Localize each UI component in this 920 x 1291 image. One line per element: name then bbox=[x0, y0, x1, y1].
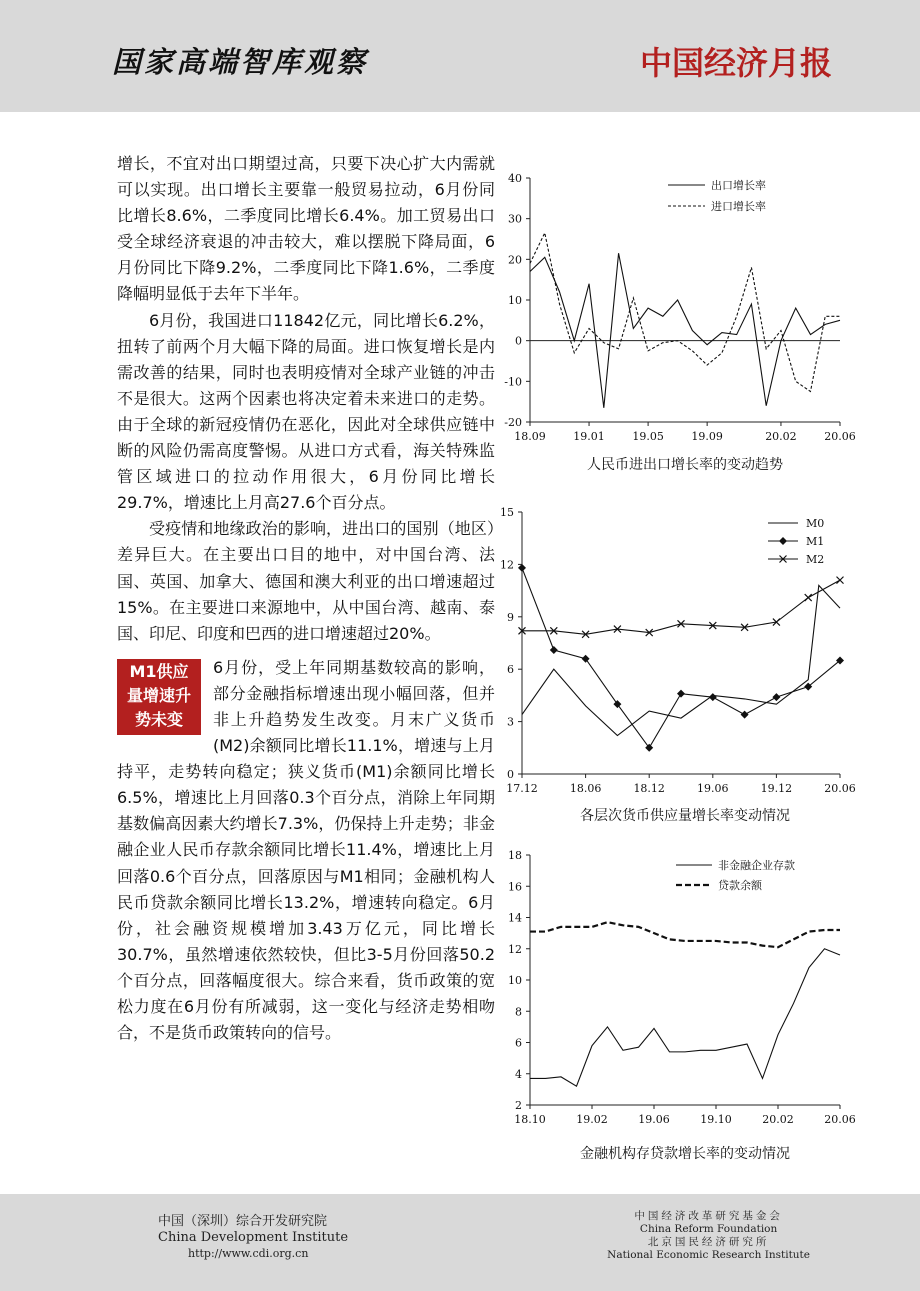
chart-money-svg bbox=[500, 500, 870, 805]
y-tick-label: 15 bbox=[500, 506, 514, 519]
page-header bbox=[0, 0, 920, 112]
x-tick-label: 19.10 bbox=[700, 1113, 732, 1126]
section-title-line-2: 量增速升 bbox=[126, 685, 191, 705]
series-line-m2 bbox=[522, 580, 840, 634]
x-tick-label: 19.12 bbox=[760, 782, 793, 795]
section-title-line-1: M1供应 bbox=[129, 661, 189, 681]
x-tick-label: 20.06 bbox=[824, 1113, 856, 1126]
legend-label: 出口增长率 bbox=[711, 179, 766, 192]
chart-money bbox=[500, 500, 870, 825]
m1-point bbox=[582, 655, 590, 663]
footer-cdi-cn: 中国（深圳）综合开发研究院 bbox=[158, 1214, 328, 1229]
footer-url[interactable]: http://www.cdi.org.cn bbox=[188, 1247, 309, 1260]
m2-point bbox=[805, 594, 812, 601]
section-title-line-3: 势未变 bbox=[134, 709, 183, 729]
article-body bbox=[117, 151, 495, 1046]
m1-point bbox=[613, 700, 621, 708]
x-tick-label: 19.05 bbox=[632, 430, 664, 443]
m1-point bbox=[518, 564, 526, 572]
y-tick-label: 6 bbox=[515, 1036, 522, 1050]
x-tick-label: 18.10 bbox=[514, 1113, 546, 1126]
chart-trade bbox=[500, 166, 870, 474]
x-tick-label: 19.01 bbox=[573, 430, 605, 443]
y-tick-label: 0 bbox=[515, 334, 522, 348]
x-tick-label: 18.12 bbox=[633, 782, 665, 795]
y-tick-label: 8 bbox=[515, 1005, 522, 1019]
y-tick-label: 6 bbox=[507, 663, 514, 677]
y-tick-label: -10 bbox=[504, 375, 522, 389]
y-tick-label: 30 bbox=[508, 212, 522, 226]
x-tick-label: 20.02 bbox=[762, 1113, 794, 1126]
chart-trade-caption: 人民币进出口增长率的变动趋势 bbox=[587, 457, 783, 473]
m1-point bbox=[741, 711, 749, 719]
report-title: 中国经济月报 bbox=[639, 44, 832, 82]
series-line-m1 bbox=[522, 568, 840, 748]
x-tick-label: 20.02 bbox=[765, 430, 797, 443]
paragraph-1: 增长，不宜对出口期望过高，只要下决心扩大内需就可以实现。出口增长主要靠一般贸易拉动，6月份同比增长8.6%，二季度同比增长6.4%。加工贸易出口受全球经济衰退的冲击较大，难以摆脱下降局面，6月份同比下降9.2%，二季度同比下降1.6%，二季度降幅明显低于去年下半年。 bbox=[117, 154, 495, 304]
y-tick-label: 10 bbox=[508, 294, 522, 307]
chart-trade-svg bbox=[500, 166, 870, 454]
chart-loans bbox=[500, 843, 870, 1163]
legend-label: 进口增长率 bbox=[711, 200, 766, 213]
section-title-badge bbox=[117, 659, 201, 735]
y-tick-label: 0 bbox=[507, 768, 514, 781]
legend-m0: M0 bbox=[806, 517, 825, 530]
page-footer bbox=[0, 1194, 920, 1291]
y-tick-label: 40 bbox=[508, 172, 522, 185]
x-tick-label: 17.12 bbox=[506, 782, 538, 795]
footer-cdi-en: China Development Institute bbox=[158, 1230, 349, 1245]
x-tick-label: 19.06 bbox=[638, 1113, 670, 1126]
legend-label: 贷款余额 bbox=[718, 879, 762, 892]
m1-point bbox=[772, 693, 780, 701]
section-m1 bbox=[117, 655, 495, 1046]
legend-marker bbox=[779, 537, 787, 545]
chart-loans-svg bbox=[500, 843, 870, 1143]
paragraph-3: 受疫情和地缘政治的影响，进出口的国别（地区）差异巨大。在主要出口目的地中，对中国台湾、法国、英国、加拿大、德国和澳大利亚的出口增速超过15%。在主要进口来源地中，从中国台湾、越南、泰国、印尼、印度和巴西的进口增速超过20%。 bbox=[117, 519, 495, 643]
x-tick-label: 20.06 bbox=[824, 782, 856, 795]
y-tick-label: 4 bbox=[515, 1067, 522, 1081]
chart-money-caption: 各层次货币供应量增长率变动情况 bbox=[580, 808, 790, 824]
legend-m2: M2 bbox=[806, 553, 825, 566]
y-tick-label: 14 bbox=[508, 911, 522, 925]
x-tick-label: 20.06 bbox=[824, 430, 856, 443]
series-line-loans bbox=[530, 922, 840, 947]
y-tick-label: 3 bbox=[507, 715, 514, 729]
paragraph-2: 6月份，我国进口11842亿元，同比增长6.2%，扭转了前两个月大幅下降的局面。进口恢复增长是内需改善的结果，同时也表明疫情对全球产业链的冲击不是很大。这两个因素也将决定着未来进口的走势。由于全球的新冠疫情仍在恶化，因此对全球供应链中断的风险仍需高度警惕。从进口方式看，海关特殊监管区域进口的拉动作用很大，6月份同比增长29.7%，增速比上月高27.6个百分点。 bbox=[117, 310, 495, 513]
y-tick-label: 18 bbox=[508, 849, 522, 862]
series-line-deposits bbox=[530, 949, 840, 1087]
paragraph-4: 6月份，受上年同期基数较高的影响，部分金融指标增速出现小幅回落，但并非上升趋势发生改变。月末广义货币(M2)余额同比增长11.1%，增速与上月持平，走势转向稳定；狭义货币(M1)余额同比增长6.5%，增速比上月回落0.3个百分点，消除上年同期基数偏高因素大约增长7.3%，仍保持上升走势；非金融企业人民币存款余额同比增长11.4%，增速比上月回落0.6个百分点，回落原因与M1相同；金融机构人民币贷款余额同比增长13.2%，增速转向稳定。6月份，社会融资规模增加3.43万亿元，同比增长30.7%，虽然增速依然较快，但比3-5月份回落50.2个百分点，回落幅度很大。综合来看，货币政策的宽松力度在6月份有所减弱，这一变化与经济走势相吻合，不是货币政策转向的信号。 bbox=[117, 657, 495, 1043]
y-tick-label: -20 bbox=[504, 416, 522, 429]
x-tick-label: 19.02 bbox=[576, 1113, 608, 1126]
series-line-export bbox=[530, 253, 840, 408]
y-tick-label: 12 bbox=[508, 942, 522, 956]
series-line-m0 bbox=[522, 585, 840, 735]
legend-label: 非金融企业存款 bbox=[718, 859, 795, 872]
footer-cdi bbox=[158, 1210, 348, 1260]
footer-crf-cn: 中国经济改革研究基金会 bbox=[634, 1210, 783, 1222]
m1-point bbox=[550, 646, 558, 654]
y-tick-label: 12 bbox=[500, 558, 514, 572]
footer-neri-cn: 北京国民经济研究所 bbox=[647, 1236, 770, 1248]
x-tick-label: 18.06 bbox=[569, 782, 602, 795]
x-tick-label: 19.09 bbox=[691, 430, 723, 443]
y-tick-label: 2 bbox=[515, 1099, 522, 1112]
y-tick-label: 9 bbox=[507, 610, 514, 624]
footer-neri-en: National Economic Research Institute bbox=[607, 1249, 810, 1261]
publisher-logo: 国家高端智库观察 bbox=[112, 45, 369, 79]
y-tick-label: 10 bbox=[508, 974, 522, 987]
x-tick-label: 19.06 bbox=[697, 782, 729, 795]
m1-point bbox=[709, 693, 717, 701]
legend-m1: M1 bbox=[806, 535, 825, 548]
y-tick-label: 16 bbox=[508, 880, 522, 894]
footer-partners bbox=[607, 1210, 810, 1262]
footer-crf-en: China Reform Foundation bbox=[639, 1223, 778, 1235]
m1-point bbox=[677, 690, 685, 698]
m2-point bbox=[837, 577, 844, 584]
x-tick-label: 18.09 bbox=[514, 430, 546, 443]
y-tick-label: 20 bbox=[508, 253, 522, 267]
chart-loans-caption: 金融机构存贷款增长率的变动情况 bbox=[580, 1146, 790, 1162]
m1-point bbox=[645, 744, 653, 752]
